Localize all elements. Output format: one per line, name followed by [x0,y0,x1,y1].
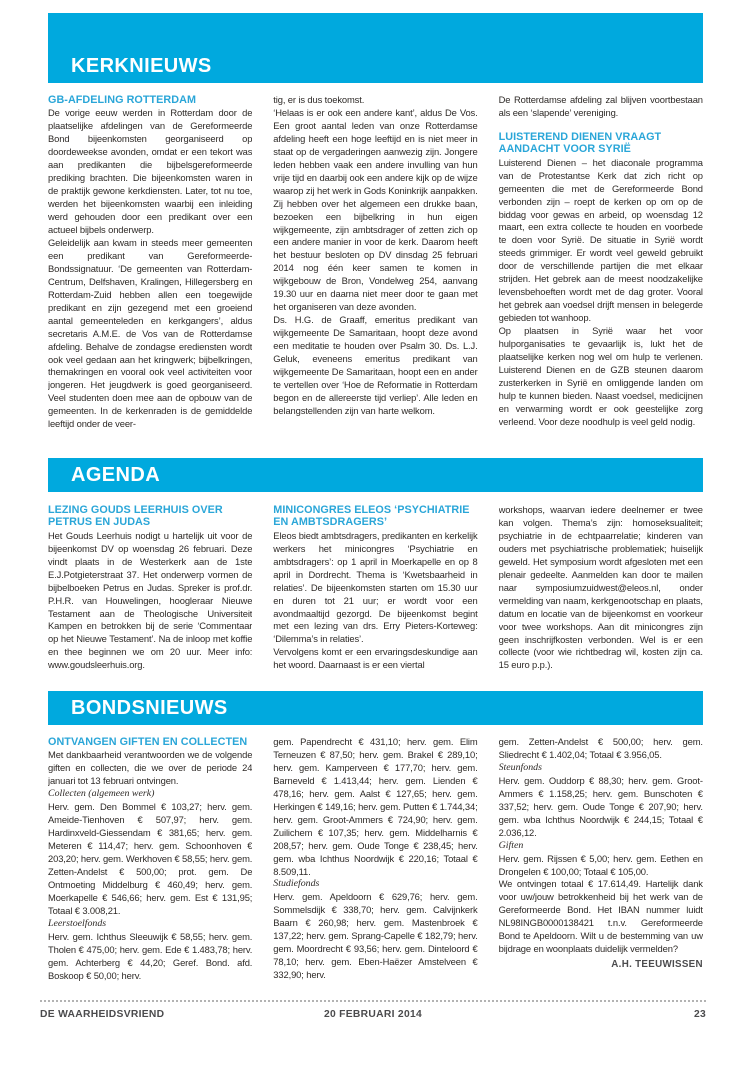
footer-date: 20 FEBRUARI 2014 [323,1009,423,1020]
banner-title-kerknieuws: KERKNIEUWS [71,55,212,77]
article-paragraph: ‘Helaas is er ook een andere kant’, aldus De Vos. Een groot aantal leden van onze Rotterdamse afdeling heeft een hoge leeftijd en is niet meer in staat op de vergaderingen aanwezig zijn. Jongere leden hebben vaak een andere invulling van hun vrije tijd en daarbij ook een andere kijk op de wijze waarop zij het werk in Gods Koninkrijk aanpakken. Zij hebben over het algemeen een drukke baan, bezoeken een bijbelkring in hun eigen wijkgemeente, zijn ambtsdrager of zetten zich op een andere manier in voor de kerk. Daarom heeft het bestuur besloten op DV dinsdag 25 februari 2014 nog één keer samen te komen in wijkgebouw de Bron, Vondelweg 254, aanvang 19.30 uur en daarna niet meer door te gaan met het organiseren van deze avonden. [273,106,478,313]
fund-label: Collecten (algemeen werk) [48,788,155,800]
footer-divider [40,1000,706,1002]
article-paragraph: Herv. gem. Rijssen € 5,00; herv. gem. Eethen en Drongelen € 100,00; Totaal € 105,00. [498,852,703,877]
article-paragraph: gem. Papendrecht € 431,10; herv. gem. Elim Terneuzen € 87,50; herv. gem. Brakel € 289,10; herv. gem. Kamperveen € 177,70; herv. gem. Barneveld € 1.413,44; herv. gem. Lienden € 478,16; herv. gem. Aalst € 127,65; herv. gem. Herkingen € 149,16; herv. gem. Putten € 1.744,34; herv. gem. Groot-Ammers € 724,90; herv. gem. Zuilichem € 107,35; herv. gem. Middelharnis € 208,57; herv. gem. Oude Tonge € 238,45; herv. gem. wba Ichthus Noordwijk € 220,16; Totaal € 8.509,11. [273,736,478,877]
kerknieuws-columns [48,94,703,453]
article-heading: LUISTEREND DIENEN VRAAGT AANDACHT VOOR SYRIË [498,130,662,156]
article-paragraph: Het Gouds Leerhuis nodigt u hartelijk uit voor de bijeenkomst DV op woensdag 26 februari. Deze vindt plaats in de Westerkerk aan de 1ste E.J.Potgieterstraat 37. Het onderwerp vormen de bijbelboeken Petrus en Judas. Spreker is prof.dr. P.H.R. van Houwelingen, hoogleraar Nieuwe Testament aan de Theologische Universiteit Kampen en betrokken bij de serie ‘Commentaar op het Nieuwe Testament’. Na de inloop met koffie en thee beginnen we om 20 uur. Meer info: www.goudsleerhuis.org. [48,529,253,671]
article-paragraph: workshops, waarvan iedere deelnemer er twee kan volgen. Thema’s zijn: homoseksualiteit; psychiatrie in de echtpaarrelatie; kinderen van ouders met psychiatrische problematiek; huiselijk geweld. Het symposium wordt afgesloten met een plenair gedeelte. Aanmelden kan door te mailen naar symposiumzuidwest@eleos.nl, onder vermelding van naam, kerkgenootschap en plaats, datum en locatie van de bijeenkomst en voorkeur voor twee workshops. Aan dit minicongres zijn geen inschrijfkosten verbonden. Wel is er een collecte (voor wie richtbedrag wil, kosten zijn ca. 15 euro p.p.). [498,504,703,671]
article-paragraph: gem. Zetten-Andelst € 500,00; herv. gem. Sliedrecht € 1.402,04; Totaal € 3.956,05. [498,736,703,760]
kerknieuws-column-1 [48,94,252,453]
article-heading: ONTVANGEN GIFTEN EN COLLECTEN [48,736,248,748]
bondsnieuws-column-1 [48,736,252,994]
agenda-columns [48,504,703,690]
article-paragraph: Herv. gem. Apeldoorn € 629,76; herv. gem. Sommelsdijk € 338,70; herv. gem. Calvijnkerk Baarn € 260,98; herv. gem. Mastenbroek € 137,22; herv. gem. Sprang-Capelle € 182,79; herv. gem. Moordrecht € 93,56; herv. gem. Dinteloord € 78,10; herv. gem. Eben-Haëzer Amstelveen € 332,90; herv. [273,891,478,981]
bondsnieuws-columns [48,736,703,994]
article-paragraph: Luisterend Dienen – het diaconale programma van de Protestantse Kerk dat zich richt op gemeenten die met de Gereformeerde Bond verbonden zijn – roept de kerken op om op de biddag voor gewas en arbeid, op woensdag 12 maart, een extra collecte te houden en voorbede te doen voor Syrië. De situatie in Syrië wordt steeds grimmiger. Er wordt veel geweld gebruikt door de verschillende partijen die met elkaar strijden. Het gebrek aan de meest noodzakelijke levensbehoeften wordt met de dag groter. Vooral het gebrek aan voedsel drijft mensen in belegerde gebieden tot wanhoop. [498,156,703,324]
agenda-column-1 [48,504,252,690]
kerknieuws-column-2 [273,94,477,453]
article-paragraph: We ontvingen totaal € 17.614,49. Hartelijk dank voor uw/jouw betrokkenheid bij het werk van de Gereformeerde Bond. Het IBAN nummer luidt NL98INGB0000138421 t.n.v. Gereformeerde Bond te Apeldoorn. Wilt u de bestemming van uw bijdrage en woonplaats duidelijk vermelden? [498,878,703,955]
article-paragraph: Herv. gem. Ichthus Sleeuwijk € 58,55; herv. gem. Tholen € 475,00; herv. gem. Ede € 1.483,78; herv. gem. Achterberg € 44,20; Geref. Bond. afd. Boskoop € 50,00; herv. [48,930,253,981]
article-paragraph: Ds. H.G. de Graaff, emeritus predikant van wijkgemeente De Samaritaan, hoopt deze avond een meditatie te houden over Psalm 30. Ds. L.J. Geluk, eveneens emeritus predikant van wijkgemeente De Samaritaan, hoopt een en ander te vertellen over ‘Hoe de Reformatie in Rotterdam begon en de allereerste tijd verliep’. Alle leden en belangstellenden zijn van harte welkom. [273,314,478,416]
kerknieuws-column-3 [499,94,703,453]
section-banner-kerknieuws [48,13,703,83]
article-paragraph: Herv. gem. Ouddorp € 88,30; herv. gem. Groot-Ammers € 1.158,25; herv. gem. Bunschoten € 337,52; herv. gem. Oude Tonge € 207,90; herv. gem. wba Ichthus Noordwijk € 244,15; Totaal € 2.036,12. [498,774,703,838]
fund-label: Giften [498,839,524,851]
article-paragraph: Herv. gem. Den Bommel € 103,27; herv. gem. Ameide-Tienhoven € 507,97; herv. gem. Hardinxveld-Giessendam € 381,65; herv. gem. Meteren € 114,47; herv. gem. Schoonhoven € 203,20; herv. gem. Werkhoven € 58,55; herv. gem. Zetten-Andelst € 500,00; prot. gem. De Ontmoeting Middelburg € 460,49; herv. gem. Moerkapelle € 546,66; herv. gem. Est € 131,95; Totaal € 3.008,21. [48,801,253,916]
bondsnieuws-column-3 [499,736,703,994]
footer-page-number: 23 [693,1009,706,1020]
article-paragraph: De Rotterdamse afdeling zal blijven voortbestaan als een ‘slapende’ vereniging. [498,94,703,118]
fund-label: Leerstoelfonds [48,917,107,929]
article-paragraph: Eleos biedt ambtsdragers, predikanten en kerkelijk werkers het minicongres ‘Psychiatrie en ambtsdragers’: op 1 april in Moerkapelle en op 8 april in Dordrecht. Thema is ‘Kwetsbaarheid in relaties’. De bijeenkomsten starten om 15.30 uur en duren tot 21 uur; er wordt voor een avondmaaltijd gezorgd. De bijeenkomst begint met een lezing van drs. Erry Pieters-Korteweg: ‘Dilemma’s in relaties’. [273,529,478,645]
agenda-column-3 [499,504,703,690]
article-heading: MINICONGRES ELEOS ‘PSYCHIATRIE EN AMBTSDRAGERS’ [273,504,470,529]
section-banner-agenda [48,458,703,492]
article-paragraph: Geleidelijk aan kwam in steeds meer gemeenten een predikant van Gereformeerde-Bondssignatuur. ‘De gemeenten van Rotterdam-Centrum, Delfshaven, Kralingen, Hillegersberg en Rotterdam-Zuid hebben allen een toegewijde predikant en zijn gezegend met een groeiend aantal gemeenteleden en kerkgangers’, aldus secretaris A.M.E. de Vos van de Rotterdamse afdeling. Behalve de zondagse erediensten wordt ook veel gedaan aan het kringwerk; bijbelkringen, themakringen en vooral ook veel activiteiten voor jongeren. Het jeugdwerk is goed georganiseerd. Veel studenten doen mee aan de opbouw van de gemeenten. In de kerkenraden is de gemiddelde leeftijd onder de veer- [48,236,253,430]
footer-journal-name: DE WAARHEIDSVRIEND [40,1009,165,1020]
bondsnieuws-column-2 [273,736,477,994]
article-paragraph: Vervolgens komt er een ervaringsdeskundige aan het woord. Daarnaast is er een viertal [273,646,478,671]
article-heading: GB-AFDELING ROTTERDAM [48,94,196,106]
article-paragraph: De vorige eeuw werden in Rotterdam door de plaatselijke afdelingen van de Gereformeerde Bond bijeenkomsten georganiseerd op doordeweekse avonden, omdat er een tekort was aan predikanten die bijbelsgereformeerde prediking brachten. Die bijeenkomsten waren in de praktijk gewone kerkdiensten. Later, tot nu toe, werden het bijeenkomsten waarbij een inleiding werd gehouden door een predikant over een actueel bijbels onderwerp. [48,107,253,235]
page-footer [40,1009,706,1020]
section-banner-bondsnieuws [48,691,703,725]
fund-label: Studiefonds [273,878,320,890]
banner-title-agenda: AGENDA [71,464,161,486]
fund-label: Steunfonds [498,761,542,773]
banner-title-bondsnieuws: BONDSNIEUWS [71,697,228,719]
signature: A.H. TEEUWISSEN [611,959,703,971]
article-paragraph: tig, er is dus toekomst. [273,94,365,105]
article-paragraph: Met dankbaarheid verantwoorden we de volgende giften en collecten, die we over de periode 24 januari tot 13 februari ontvingen. [48,749,253,787]
agenda-column-2 [273,504,477,690]
article-paragraph: Op plaatsen in Syrië waar het voor hulporganisaties te gevaarlijk is, lukt het de plaatselijke kerken nog wel om hulp te verlenen. Luisterend Dienen en de GZB steunen daarom zusterkerken in Syrië en omliggende landen om hulp te kunnen bieden. Naast voedsel, medicijnen en verwarming wordt er ook geestelijke zorg verleend. Voor deze noodhulp is veel geld nodig. [498,325,703,427]
article-heading: LEZING GOUDS LEERHUIS OVER PETRUS EN JUDAS [48,504,223,529]
